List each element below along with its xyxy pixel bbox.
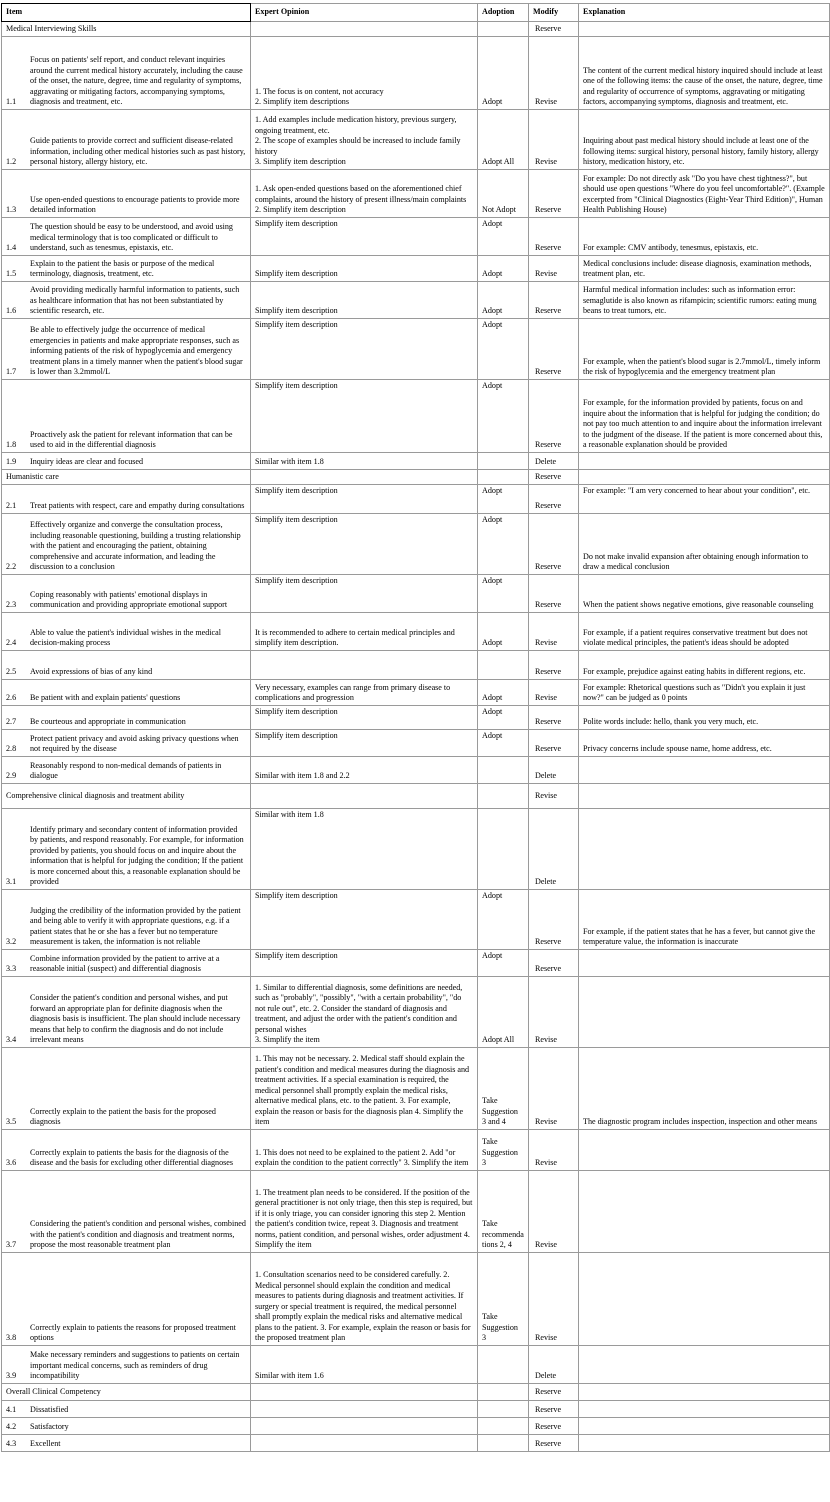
item-cell [2, 1130, 251, 1171]
item-number: 1.5 [6, 269, 17, 279]
item-number: 1.9 [6, 457, 17, 467]
item-cell [2, 1048, 251, 1130]
item-row [2, 1130, 830, 1171]
expert-opinion: 1. Consultation scenarios need to be considered carefully. 2. Medical personnel should explain the condition and medical measures to patients during diagnosis and treatment activities. If surgery or special treatment is required, the medical personnel shall promptly explain the medical risks and alternative medical plans to the patient. 3. For example, explain the reason or basis for the proposed treatment plan [251, 1253, 478, 1346]
adoption-value [478, 809, 529, 890]
item-row [2, 575, 830, 613]
item-number: 2.9 [6, 771, 17, 781]
header-expert-opinion: Expert Opinion [251, 4, 478, 22]
item-cell [2, 1171, 251, 1253]
explanation-text: For example: CMV antibody, tenesmus, epistaxis, etc. [579, 218, 830, 256]
expert-opinion: Simplify item description [251, 319, 478, 380]
item-cell [2, 380, 251, 453]
item-description: Guide patients to provide correct and sufficient disease-related information, including other medical histories such as past history, personal history, allergy history, etc. [30, 136, 246, 167]
expert-opinion: Simplify item description [251, 380, 478, 453]
item-description: Reasonably respond to non-medical demands of patients in dialogue [30, 760, 222, 781]
explanation-text [579, 1401, 830, 1418]
explanation-text [579, 453, 830, 470]
item-cell [2, 706, 251, 730]
item-number: 2.2 [6, 562, 17, 572]
adoption-value: Adopt [478, 680, 529, 706]
adoption-value: Adopt [478, 380, 529, 453]
item-number: 2.1 [6, 501, 17, 511]
explanation-text: For example, when the patient's blood sugar is 2.7mmol/L, timely inform the risk of hypoglycemia and the emergency treatment plan [579, 319, 830, 380]
item-description: Able to value the patient's individual wishes in the medical decision-making process [30, 627, 221, 648]
item-number: 3.2 [6, 937, 17, 947]
item-cell [2, 651, 251, 680]
category-row [2, 470, 830, 485]
header-modify: Modify [529, 4, 579, 22]
adoption-value: Take Suggestion 3 [478, 1253, 529, 1346]
explanation-text: For example, if a patient requires conservative treatment but does not violate medical principles, the patient's ideas should be adopted [579, 613, 830, 651]
explanation-text [579, 1435, 830, 1452]
expert-opinion [251, 651, 478, 680]
item-cell [2, 1435, 251, 1452]
category-row [2, 22, 830, 37]
explanation-text: Harmful medical information includes: such as information error: semaglutide is also known as rifampicin; scientific rumors: eating mung beans to treat tumors, etc. [579, 282, 830, 319]
item-description: Be courteous and appropriate in communication [30, 717, 186, 727]
item-description: Considering the patient's condition and personal wishes, combined with the patient's condition and diagnosis and treatment norms, propose the most reasonable treatment plan [30, 1219, 246, 1250]
category-modify: Reserve [529, 22, 579, 37]
item-row [2, 282, 830, 319]
explanation-text: Inquiring about past medical history should include at least one of the following items: surgical history, personal history, family history, allergy history, medication history, etc. [579, 110, 830, 170]
item-cell [2, 575, 251, 613]
item-number: 4.3 [6, 1439, 17, 1449]
item-number: 3.3 [6, 964, 17, 974]
adoption-value: Take Suggestion 3 and 4 [478, 1048, 529, 1130]
modify-value: Revise [529, 110, 579, 170]
modify-value: Delete [529, 453, 579, 470]
modify-value: Reserve [529, 1401, 579, 1418]
modify-value: Reserve [529, 1418, 579, 1435]
item-cell [2, 453, 251, 470]
adoption-value [478, 453, 529, 470]
item-cell [2, 1418, 251, 1435]
modify-value: Revise [529, 37, 579, 110]
category-adoption-cell [478, 470, 529, 485]
category-adoption-cell [478, 22, 529, 37]
expert-opinion [251, 1435, 478, 1452]
item-number: 3.8 [6, 1333, 17, 1343]
modify-value: Reserve [529, 950, 579, 977]
modify-value: Revise [529, 1171, 579, 1253]
item-description: Use open-ended questions to encourage patients to provide more detailed information [30, 194, 240, 215]
explanation-text [579, 1418, 830, 1435]
category-title: Medical Interviewing Skills [2, 22, 251, 37]
item-number: 4.1 [6, 1405, 17, 1415]
item-row [2, 37, 830, 110]
item-cell [2, 1253, 251, 1346]
item-row [2, 613, 830, 651]
modify-value: Reserve [529, 514, 579, 575]
expert-opinion-table [1, 3, 830, 1452]
item-number: 2.6 [6, 693, 17, 703]
expert-opinion: Simplify item description [251, 485, 478, 514]
modify-value: Revise [529, 256, 579, 282]
item-description: Proactively ask the patient for relevant information that can be used to aid in the differential diagnosis [30, 429, 233, 450]
category-opinion-cell [251, 784, 478, 809]
adoption-value: Adopt [478, 575, 529, 613]
expert-opinion: Simplify item description [251, 950, 478, 977]
item-cell [2, 730, 251, 757]
item-description: Excellent [30, 1439, 61, 1449]
item-number: 3.5 [6, 1117, 17, 1127]
item-row [2, 680, 830, 706]
item-description: Inquiry ideas are clear and focused [30, 457, 144, 467]
category-modify: Reserve [529, 470, 579, 485]
item-number: 1.7 [6, 367, 17, 377]
expert-opinion: 1. Similar to differential diagnosis, some definitions are needed, such as "probably", "possibly", "with a certain probability", "do not rule out", etc. 2. Consider the standard of diagnosis and treatment, and adjust the order with the patient's condition and personal wishes 3. Simplify the item [251, 977, 478, 1048]
category-title: Overall Clinical Competency [2, 1384, 251, 1401]
expert-opinion: 1. The treatment plan needs to be considered. If the position of the general practitioner is not only triage, then this step is required, but if it is only triage, you can consider ignoring this step 2. Mention the patient's condition twice, repeat 3. Diagnosis and treatment norms, patient condition, and personal wishes, order adjustment 4. Simplify the item [251, 1171, 478, 1253]
item-row [2, 380, 830, 453]
adoption-value: Take Suggestion 3 [478, 1130, 529, 1171]
adoption-value: Adopt All [478, 110, 529, 170]
expert-opinion: Very necessary, examples can range from primary disease to complications and progression [251, 680, 478, 706]
modify-value: Reserve [529, 218, 579, 256]
adoption-value: Adopt [478, 282, 529, 319]
item-number: 3.6 [6, 1158, 17, 1168]
item-row [2, 1048, 830, 1130]
item-row [2, 890, 830, 950]
item-row [2, 110, 830, 170]
expert-opinion: Simplify item description [251, 514, 478, 575]
item-row [2, 485, 830, 514]
adoption-value: Adopt [478, 485, 529, 514]
item-row [2, 757, 830, 784]
item-row [2, 809, 830, 890]
expert-opinion: 1. Ask open-ended questions based on the aforementioned chief complaints, around the history of present illness/main complaints 2. Simplify item description [251, 170, 478, 218]
category-title: Comprehensive clinical diagnosis and treatment ability [2, 784, 251, 809]
explanation-text [579, 977, 830, 1048]
item-description: Focus on patients' self report, and conduct relevant inquiries around the current medical history accurately, including the cause of the onset, the nature, degree, time and regularity of symptoms, aggravating or mitigating factors, accompanying symptoms, diagnosis and treatment, etc. [30, 55, 243, 107]
category-row [2, 1384, 830, 1401]
explanation-text [579, 1171, 830, 1253]
item-cell [2, 1346, 251, 1384]
adoption-value: Adopt [478, 890, 529, 950]
item-number: 3.1 [6, 877, 17, 887]
expert-opinion: It is recommended to adhere to certain medical principles and simplify item description. [251, 613, 478, 651]
adoption-value [478, 1435, 529, 1452]
item-description: Combine information provided by the patient to arrive at a reasonable initial (suspect) and differential diagnosis [30, 953, 220, 974]
item-row [2, 651, 830, 680]
expert-opinion: Simplify item description [251, 575, 478, 613]
item-number: 3.7 [6, 1240, 17, 1250]
item-description: Treat patients with respect, care and empathy during consultations [30, 501, 245, 511]
expert-opinion: Similar with item 1.8 and 2.2 [251, 757, 478, 784]
header-item: Item [2, 4, 251, 22]
item-row [2, 1171, 830, 1253]
item-number: 2.8 [6, 744, 17, 754]
explanation-text [579, 1253, 830, 1346]
item-number: 3.9 [6, 1371, 17, 1381]
modify-value: Delete [529, 809, 579, 890]
explanation-text: Medical conclusions include: disease diagnosis, examination methods, treatment plan, etc. [579, 256, 830, 282]
header-explanation: Explanation [579, 4, 830, 22]
item-cell [2, 256, 251, 282]
modify-value: Revise [529, 680, 579, 706]
item-description: Make necessary reminders and suggestions to patients on certain important medical concerns, such as reminders of drug incompatibility [30, 1350, 240, 1381]
header-adoption: Adoption [478, 4, 529, 22]
category-modify: Revise [529, 784, 579, 809]
category-row [2, 784, 830, 809]
item-cell [2, 757, 251, 784]
explanation-text: For example, for the information provided by patients, focus on and inquire about the information that is helpful for judging the condition; do not pay too much attention to and inquire about the information irrelevant to the judgment of the disease. If the patient is more concerned about this, a reasonable explanation should be provided [579, 380, 830, 453]
item-number: 1.6 [6, 306, 17, 316]
explanation-text: When the patient shows negative emotions, give reasonable counseling [579, 575, 830, 613]
item-row [2, 170, 830, 218]
explanation-text: For example, if the patient states that he has a fever, but cannot give the temperature value, the information is inaccurate [579, 890, 830, 950]
explanation-text: The diagnostic program includes inspection, inspection and other means [579, 1048, 830, 1130]
adoption-value [478, 1418, 529, 1435]
item-row [2, 218, 830, 256]
expert-opinion [251, 1401, 478, 1418]
expert-opinion: Similar with item 1.8 [251, 809, 478, 890]
item-number: 1.3 [6, 205, 17, 215]
item-row [2, 1346, 830, 1384]
item-number: 1.4 [6, 243, 17, 253]
explanation-text [579, 1346, 830, 1384]
explanation-text: The content of the current medical history inquired should include at least one of the following items: the cause of the onset, the nature, degree, time and regularity of occurrence of symptoms, aggravating or mitigating factors, accompanying symptoms, diagnosis and treatment, etc. [579, 37, 830, 110]
item-number: 1.1 [6, 97, 17, 107]
item-number: 2.5 [6, 667, 17, 677]
adoption-value [478, 1346, 529, 1384]
item-description: Effectively organize and converge the consultation process, including reasonable questioning, building a trusting relationship with the patient and encouraging the patient, obtaining comprehensive and accurate information, and leading the discussion to a conclusion [30, 520, 241, 572]
modify-value: Revise [529, 1130, 579, 1171]
modify-value: Reserve [529, 170, 579, 218]
category-explanation-cell [579, 784, 830, 809]
item-description: Consider the patient's condition and personal wishes, and put forward an appropriate plan for definite diagnosis when the diagnosis basis is insufficient. The plan should include necessary means that help to confirm the diagnosis and do not include irrelevant means [30, 993, 241, 1045]
adoption-value: Adopt [478, 256, 529, 282]
explanation-text: For example: Rhetorical questions such as "Didn't you explain it just now?" can be judged as 0 points [579, 680, 830, 706]
category-title: Humanistic care [2, 470, 251, 485]
expert-opinion: Simplify item description [251, 890, 478, 950]
item-row [2, 950, 830, 977]
item-description: Correctly explain to patients the reasons for proposed treatment options [30, 1322, 236, 1343]
item-description: Judging the credibility of the information provided by the patient and being able to verify it with appropriate questions, e.g. if a patient states that he or she has a fever but no temperature measurement is taken, the information is not reliable [30, 905, 241, 947]
expert-opinion: Similar with item 1.6 [251, 1346, 478, 1384]
item-cell [2, 950, 251, 977]
explanation-text [579, 1130, 830, 1171]
adoption-value: Adopt [478, 218, 529, 256]
explanation-text: For example, prejudice against eating habits in different regions, etc. [579, 651, 830, 680]
item-description: Explain to the patient the basis or purpose of the medical terminology, diagnosis, treatment, etc. [30, 258, 215, 279]
item-row [2, 706, 830, 730]
item-number: 2.3 [6, 600, 17, 610]
category-opinion-cell [251, 470, 478, 485]
category-explanation-cell [579, 470, 830, 485]
item-cell [2, 170, 251, 218]
item-cell [2, 809, 251, 890]
modify-value: Reserve [529, 380, 579, 453]
item-cell [2, 514, 251, 575]
modify-value: Delete [529, 1346, 579, 1384]
explanation-text: For example: Do not directly ask "Do you have chest tightness?", but should use open questions "Where do you feel uncomfortable?". (Example excerpted from "Clinical Diagnostics (Eight-Year Third Edition)", Human Health Publishing House) [579, 170, 830, 218]
category-adoption-cell [478, 784, 529, 809]
expert-opinion: Simplify item description [251, 218, 478, 256]
item-row [2, 977, 830, 1048]
item-row [2, 514, 830, 575]
modify-value: Reserve [529, 651, 579, 680]
explanation-text [579, 757, 830, 784]
item-cell [2, 1401, 251, 1418]
modify-value: Reserve [529, 1435, 579, 1452]
item-cell [2, 680, 251, 706]
table-body [2, 22, 830, 1452]
item-row [2, 1253, 830, 1346]
modify-value: Reserve [529, 485, 579, 514]
category-opinion-cell [251, 22, 478, 37]
expert-opinion: 1. This does not need to be explained to the patient 2. Add "or explain the condition to the patient correctly" 3. Simplify the item [251, 1130, 478, 1171]
expert-opinion: Similar with item 1.8 [251, 453, 478, 470]
item-description: Identify primary and secondary content of information provided by patients, and respond reasonably. For example, for information provided by patients, you should focus on and inquire about the information that is helpful for judging the condition; If the patient is more concerned about this, a reasonable explanation should be provided [30, 824, 244, 887]
item-number: 3.4 [6, 1035, 17, 1045]
item-description: Be able to effectively judge the occurrence of medical emergencies in patients and make appropriate responses, such as informing patients of the risk of hypoglycemia and emergency treatment plans in a timely manner when the patient's blood sugar is lower than 3.2mmol/L [30, 325, 243, 377]
modify-value: Revise [529, 613, 579, 651]
item-number: 1.8 [6, 440, 17, 450]
item-description: Coping reasonably with patients' emotional displays in communication and providing appropriate emotional support [30, 589, 228, 610]
explanation-text: Do not make invalid expansion after obtaining enough information to draw a medical conclusion [579, 514, 830, 575]
item-number: 4.2 [6, 1422, 17, 1432]
category-explanation-cell [579, 1384, 830, 1401]
adoption-value: Adopt All [478, 977, 529, 1048]
adoption-value [478, 757, 529, 784]
modify-value: Reserve [529, 706, 579, 730]
item-description: Protect patient privacy and avoid asking privacy questions when not required by the disease [30, 733, 239, 754]
item-row [2, 319, 830, 380]
expert-opinion: Simplify item description [251, 730, 478, 757]
category-opinion-cell [251, 1384, 478, 1401]
modify-value: Delete [529, 757, 579, 784]
modify-value: Reserve [529, 730, 579, 757]
item-description: Avoid expressions of bias of any kind [30, 667, 153, 677]
adoption-value: Adopt [478, 514, 529, 575]
adoption-value: Not Adopt [478, 170, 529, 218]
item-number: 1.2 [6, 157, 17, 167]
expert-opinion: Simplify item description [251, 706, 478, 730]
modify-value: Revise [529, 977, 579, 1048]
item-cell [2, 37, 251, 110]
adoption-value: Adopt [478, 613, 529, 651]
expert-opinion: 1. The focus is on content, not accuracy 2. Simplify item descriptions [251, 37, 478, 110]
expert-opinion: 1. This may not be necessary. 2. Medical staff should explain the patient's condition and medical measures during the diagnosis and treatment activities. If a special examination is required, the medical personnel shall promptly explain the medical risks, alternative medical plans, etc. to the patient. 3. For example, explain the reason or basis for the diagnosis plan 4. Simplify the item [251, 1048, 478, 1130]
header-row [2, 4, 830, 22]
category-explanation-cell [579, 22, 830, 37]
item-description: Correctly explain to patients the basis for the diagnosis of the disease and the basis for excluding other differential diagnoses [30, 1147, 234, 1168]
explanation-text: For example: "I am very concerned to hear about your condition", etc. [579, 485, 830, 514]
item-row [2, 1435, 830, 1452]
item-cell [2, 485, 251, 514]
expert-opinion [251, 1418, 478, 1435]
item-row [2, 730, 830, 757]
category-adoption-cell [478, 1384, 529, 1401]
adoption-value: Take recommendations 2, 4 [478, 1171, 529, 1253]
item-cell [2, 977, 251, 1048]
item-description: Satisfactory [30, 1422, 69, 1432]
explanation-text: Privacy concerns include spouse name, home address, etc. [579, 730, 830, 757]
item-cell [2, 613, 251, 651]
item-description: Dissatisfied [30, 1405, 69, 1415]
item-description: The question should be easy to be understood, and avoid using medical terminology that is too complicated or difficult to understand, such as tenesmus, epistaxis, etc. [30, 222, 233, 253]
modify-value: Revise [529, 1048, 579, 1130]
modify-value: Revise [529, 1253, 579, 1346]
explanation-text [579, 950, 830, 977]
category-modify: Reserve [529, 1384, 579, 1401]
adoption-value: Adopt [478, 37, 529, 110]
adoption-value [478, 651, 529, 680]
modify-value: Reserve [529, 890, 579, 950]
item-description: Avoid providing medically harmful information to patients, such as healthcare information that has not been substantiated by scientific research, etc. [30, 285, 240, 316]
item-cell [2, 890, 251, 950]
item-cell [2, 218, 251, 256]
item-description: Correctly explain to the patient the basis for the proposed diagnosis [30, 1106, 216, 1127]
modify-value: Reserve [529, 575, 579, 613]
adoption-value: Adopt [478, 319, 529, 380]
adoption-value [478, 1401, 529, 1418]
explanation-text: Polite words include: hello, thank you very much, etc. [579, 706, 830, 730]
expert-opinion: Simplify item description [251, 282, 478, 319]
item-cell [2, 282, 251, 319]
modify-value: Reserve [529, 319, 579, 380]
modify-value: Reserve [529, 282, 579, 319]
item-cell [2, 319, 251, 380]
item-number: 2.4 [6, 638, 17, 648]
expert-opinion: 1. Add examples include medication history, previous surgery, ongoing treatment, etc. 2. The scope of examples should be increased to include family history 3. Simplify item description [251, 110, 478, 170]
item-row [2, 256, 830, 282]
expert-opinion: Simplify item description [251, 256, 478, 282]
item-row [2, 1418, 830, 1435]
item-number: 2.7 [6, 717, 17, 727]
item-cell [2, 110, 251, 170]
adoption-value: Adopt [478, 706, 529, 730]
adoption-value: Adopt [478, 730, 529, 757]
item-row [2, 453, 830, 470]
item-row [2, 1401, 830, 1418]
explanation-text [579, 809, 830, 890]
item-description: Be patient with and explain patients' questions [30, 693, 181, 703]
adoption-value: Adopt [478, 950, 529, 977]
